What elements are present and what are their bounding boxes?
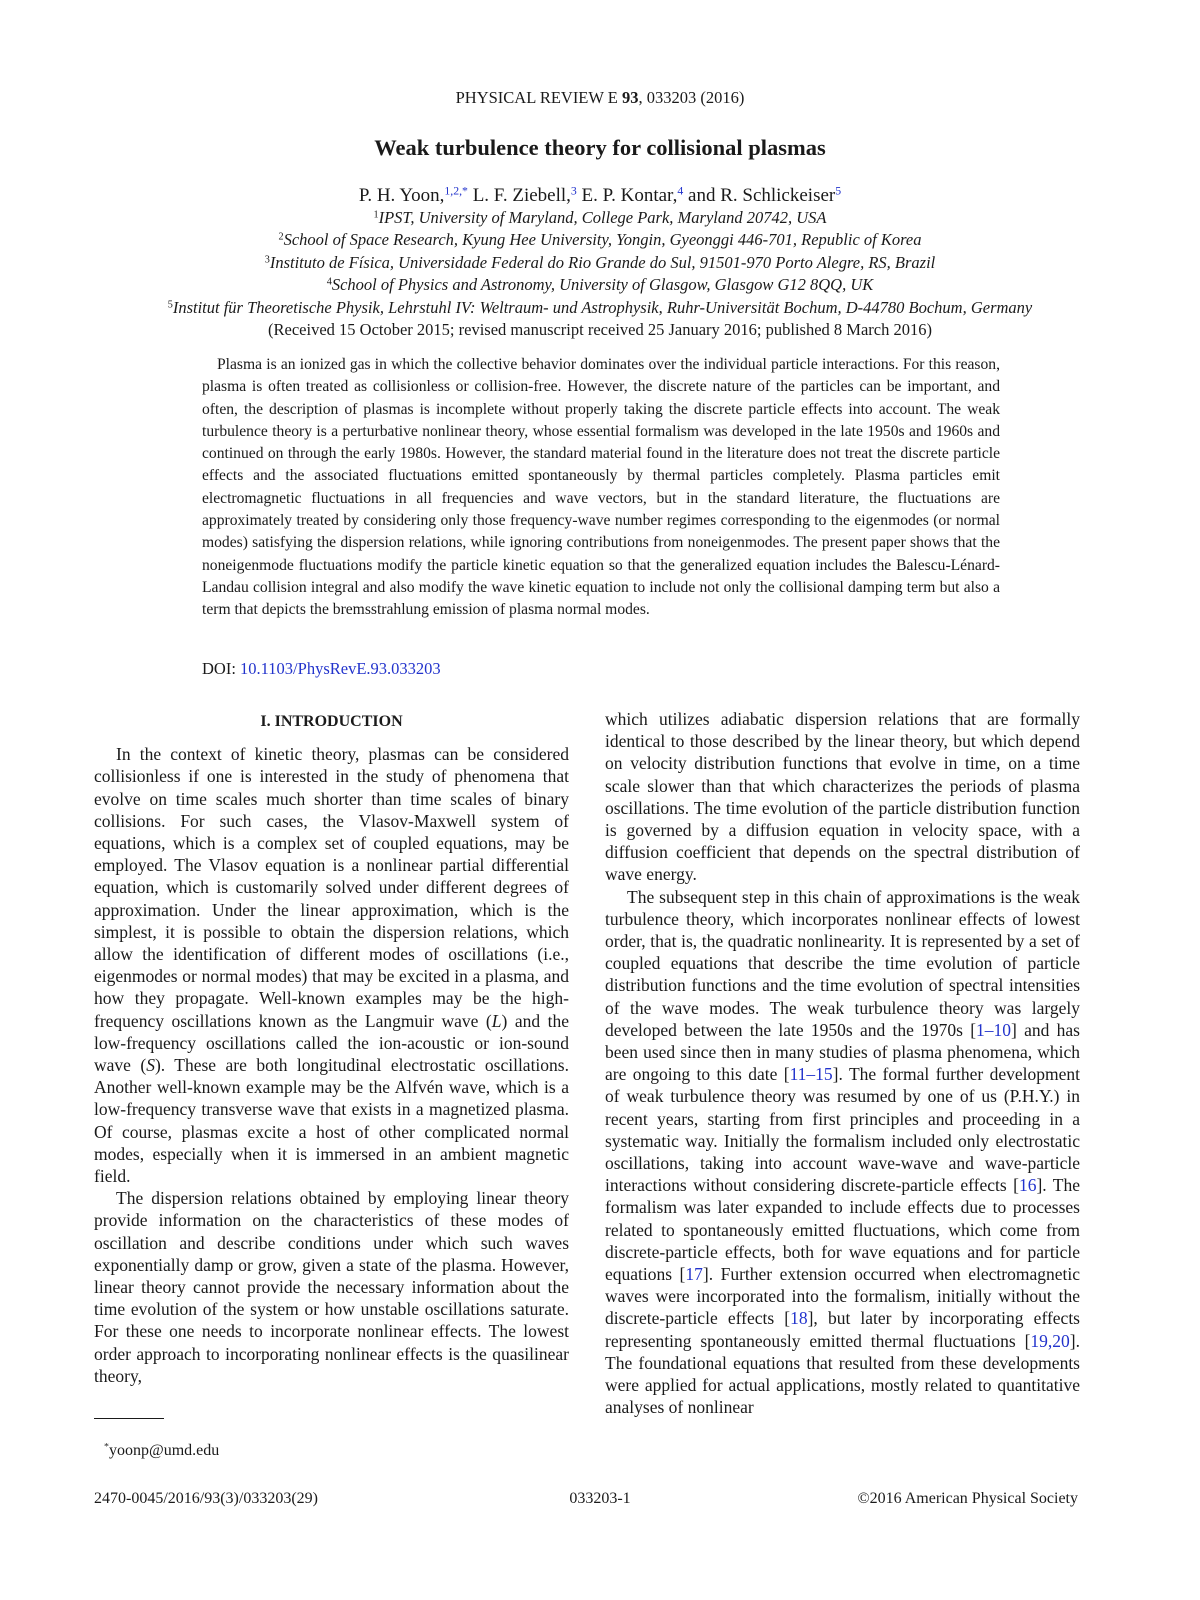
author-name: P. H. Yoon, (358, 185, 445, 206)
journal-citation: , 033203 (2016) (638, 88, 745, 107)
affiliation-line (0, 252, 1200, 274)
author-affiliation-link[interactable]: 5 (835, 184, 842, 198)
citation-link[interactable]: 11–15 (789, 1064, 833, 1085)
affiliation-text: Instituto de Física, Universidade Federal do Rio Grande do Sul, 91501-970 Porto Alegre, RS, Brazil (269, 252, 936, 272)
author-name: R. Schlickeiser (720, 185, 836, 206)
text-run: ). These are both longitudinal electrostatic oscillations. Another well-known example may be the Alfvén wave, which is a low-frequency transverse wave that exists in a magnetized plasma. Of course, plasmas excite a host of other complicated normal modes, especially when it is immersed in an ambient magnetic field. (94, 1055, 569, 1187)
footnote-mark: * (104, 1441, 109, 1453)
text-run: ]. Further extension occurred when electromagnetic waves were incorporated into the formalism, initially without the discrete-particle effects [ (605, 1264, 1080, 1329)
text-run: ], but later by incorporating effects representing spontaneously emitted thermal fluctuations [ (605, 1308, 1080, 1351)
citation-link[interactable]: 19,20 (1030, 1330, 1070, 1351)
affiliation-line (0, 274, 1200, 296)
text-run: ) and the low-frequency oscillations called the ion-acoustic or ion-sound wave ( (94, 1010, 569, 1076)
footer-copyright: ©2016 American Physical Society (857, 1490, 1078, 1507)
affiliation-number: 4 (326, 276, 332, 288)
author-affiliation-link[interactable]: 1,2,* (444, 184, 468, 198)
intro-paragraph: The dispersion relations obtained by employing linear theory provide information on the characteristics of these modes of oscillation and describe conditions under which such waves exponentially damp or grow, given a state of the plasma. However, linear theory cannot provide the necessary information about the time evolution of the system or how unstable oscillations saturate. For these one needs to incorporate nonlinear effects. The lowest order approach to incorporating nonlinear effects is the quasilinear theory, (94, 1188, 569, 1386)
citation-link[interactable]: 17 (685, 1264, 703, 1285)
right-column (605, 708, 1080, 1419)
doi-line (202, 659, 441, 679)
abstract: Plasma is an ionized gas in which the collective behavior dominates over the individual particle interactions. For this reason, plasma is often treated as collisionless or collision-free. However, the discrete nature of the particles can be important, and often, the description of plasmas is incomplete without properly taking the discrete particle effects into account. The weak turbulence theory is a perturbative nonlinear theory, whose essential formalism was developed in the late 1950s and 1960s and continued on through the early 1980s. However, the standard material found in the literature does not treat the discrete particle effects and the associated fluctuations emitted spontaneously by thermal particles completely. Plasma particles emit electromagnetic fluctuations in all frequencies and wave vectors, but in the standard literature, the fluctuations are approximately treated by considering only those frequency-wave number regimes corresponding to the eigenmodes (or normal modes) satisfying the dispersion relations, while ignoring contributions from noneigenmodes. The present paper shows that the noneigenmode fluctuations modify the particle kinetic equation so that the generalized equation includes the Balescu-Lénard-Landau collision integral and also modify the wave kinetic equation to include not only the collisional damping term but also a term that depicts the bremsstrahlung emission of plasma normal modes. (202, 356, 1000, 619)
text-run: The subsequent step in this chain of approximations is the weak turbulence theory, which incorporates nonlinear effects of lowest order, that is, the quadratic nonlinearity. It is represented by a set of coupled equations that describe the time evolution of particle distribution functions and the time evolution of spectral intensities of the wave modes. The weak turbulence theory was largely developed between the late 1950s and the 1970s [ (605, 886, 1080, 1040)
left-column (94, 708, 569, 1387)
affiliation-text: Institut für Theoretische Physik, Lehrstuhl IV: Weltraum- und Astrophysik, Ruhr-Universität Bochum, D-44780 Bochum, Germany (172, 297, 1033, 317)
journal-prefix: PHYSICAL REVIEW E (455, 88, 622, 107)
affiliation-number: 2 (278, 231, 284, 243)
citation-link[interactable]: 18 (790, 1308, 808, 1329)
text-run: ]. The formal further development of weak turbulence theory was resumed by one of us (P.H.Y.) in recent years, starting from first principles and proceeding in a systematic way. Initially the formalism included only electrostatic oscillations, taking into account wave-wave and wave-particle interactions without considering discrete-particle effects [ (605, 1064, 1080, 1196)
affiliation-number: 1 (373, 209, 379, 221)
author-affiliation-link[interactable]: 4 (677, 184, 684, 198)
footer-issn: 2470-0045/2016/93(3)/033203(29) (94, 1490, 318, 1507)
affiliation-number: 5 (167, 299, 173, 310)
text-run: In the context of kinetic theory, plasmas can be considered collisionless if one is interested in the study of phenomena that evolve on time scales much shorter than time scales of binary collisions. For such cases, the Vlasov-Maxwell system of equations, which is a complex set of coupled equations, may be employed. The Vlasov equation is a nonlinear partial differential equation, which is customarily solved under different degrees of approximation. Under the linear approximation, which is the simplest, it is possible to obtain the dispersion relations, which allow the identification of different modes of oscillations (i.e., eigenmodes or normal modes) that may be excited in a plasma, and how they propagate. Well-known examples may be the high-frequency oscillations known as the Langmuir wave ( (94, 744, 569, 1031)
citation-link[interactable]: 16 (1018, 1175, 1037, 1196)
affiliation-line (0, 229, 1200, 251)
affiliation-text: School of Physics and Astronomy, University of Glasgow, Glasgow G12 8QQ, UK (331, 275, 874, 295)
symbol-ion-sound: S (146, 1055, 155, 1076)
intro-paragraph (605, 886, 1080, 1419)
footer-page-number: 033203-1 (569, 1490, 631, 1507)
footnote (104, 1442, 219, 1460)
symbol-langmuir: L (491, 1010, 502, 1031)
footnote-email: yoonp@umd.edu (108, 1442, 220, 1459)
affiliation-text: School of Space Research, Kyung Hee University, Yongin, Gyeonggi 446-701, Republic of Korea (283, 230, 922, 250)
paper-title: Weak turbulence theory for collisional plasmas (374, 135, 826, 160)
affiliation-text: IPST, University of Maryland, College Park, Maryland 20742, USA (378, 208, 827, 227)
journal-header (0, 88, 1200, 108)
affiliations (0, 207, 1200, 341)
affiliation-line (0, 207, 1200, 229)
author-name: E. P. Kontar, (581, 185, 678, 206)
journal-volume: 93 (622, 88, 639, 107)
section-heading: I. INTRODUCTION (260, 713, 403, 730)
doi-link[interactable]: 10.1103/PhysRevE.93.033203 (240, 659, 441, 678)
text-run: ]. The foundational equations that resulted from these developments were applied for actual applications, mostly related to quantitative analyses of nonlinear (605, 1330, 1080, 1418)
text-run: ]. The formalism was later expanded to include effects due to processes related to spontaneously emitted fluctuations, which come from discrete-particle effects, both for wave equations and for particle equations [ (605, 1175, 1081, 1285)
intro-paragraph (94, 743, 569, 1187)
author-list (0, 185, 1200, 207)
received-dates: (Received 15 October 2015; revised manuscript received 25 January 2016; published 8 March 2016) (268, 320, 932, 340)
footnote-divider (94, 1418, 164, 1419)
affiliation-number: 3 (264, 254, 270, 266)
intro-paragraph-continued: which utilizes adiabatic dispersion relations that are formally identical to those described by the linear theory, but which depend on velocity distribution functions that evolve in time, on a time scale slower than that which characterizes the periods of plasma oscillations. The time evolution of the particle distribution function is governed by a diffusion equation in velocity space, with a diffusion coefficient that depends on the spectral distribution of wave energy. (605, 709, 1080, 885)
author-separator: and (683, 185, 721, 206)
text-run: ] and has been used since then in many studies of plasma phenomena, which are ongoing to this date [ (605, 1019, 1080, 1085)
doi-label: DOI: (202, 659, 241, 678)
affiliation-line (0, 297, 1200, 319)
citation-link[interactable]: 1–10 (976, 1019, 1012, 1040)
author-name: L. F. Ziebell, (472, 185, 571, 206)
author-affiliation-link[interactable]: 3 (570, 184, 577, 198)
